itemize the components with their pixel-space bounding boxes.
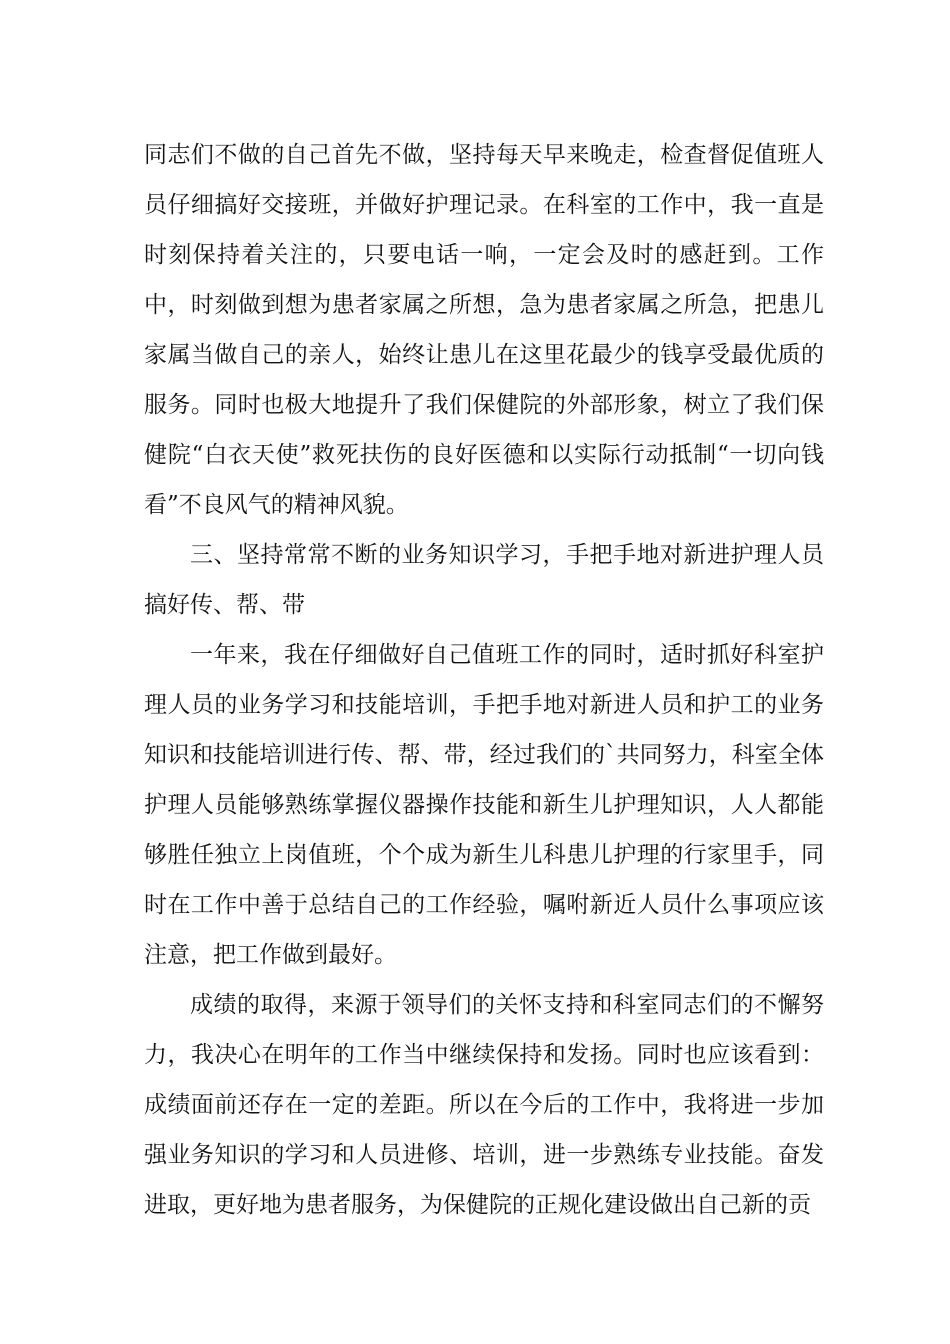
paragraph-3: 一年来，我在仔细做好自己值班工作的同时，适时抓好科室护理人员的业务学习和技能培训，手把手地对新进人员和护工的业务知识和技能培训进行传、帮、带，经过我们的`共同努力，科室全体护理人员能够熟练掌握仪器操作技能和新生儿护理知识，人人都能够胜任独立上岗值班，个个成为新生儿科患儿护理的行家里手，同时在工作中善于总结自己的工作经验，嘱咐新近人员什么事项应该注意，把工作做到最好。	[144, 642, 824, 968]
paragraph-4: 成绩的取得，来源于领导们的关怀支持和科室同志们的不懈努力，我决心在明年的工作当中继续保持和发扬。同时也应该看到：成绩面前还存在一定的差距。所以在今后的工作中，我将进一步加强业务知识的学习和人员进修、培训，进一步熟练专业技能。奋发进取，更好地为患者服务，为保健院的正规化建设做出自己新的贡	[144, 992, 824, 1218]
document-body	[144, 130, 824, 1230]
paragraph-1: 同志们不做的自己首先不做，坚持每天早来晚走，检查督促值班人员仔细搞好交接班，并做好护理记录。在科室的工作中，我一直是时刻保持着关注的，只要电话一响，一定会及时的感赶到。工作中，时刻做到想为患者家属之所想，急为患者家属之所急，把患儿家属当做自己的亲人，始终让患儿在这里花最少的钱享受最优质的服务。同时也极大地提升了我们保健院的外部形象，树立了我们保健院“白衣天使”救死扶伤的良好医德和以实际行动抵制“一切向钱看”不良风气的精神风貌。	[144, 142, 824, 518]
section-heading-3: 三、坚持常常不断的业务知识学习，手把手地对新进护理人员搞好传、帮、带	[144, 542, 824, 618]
